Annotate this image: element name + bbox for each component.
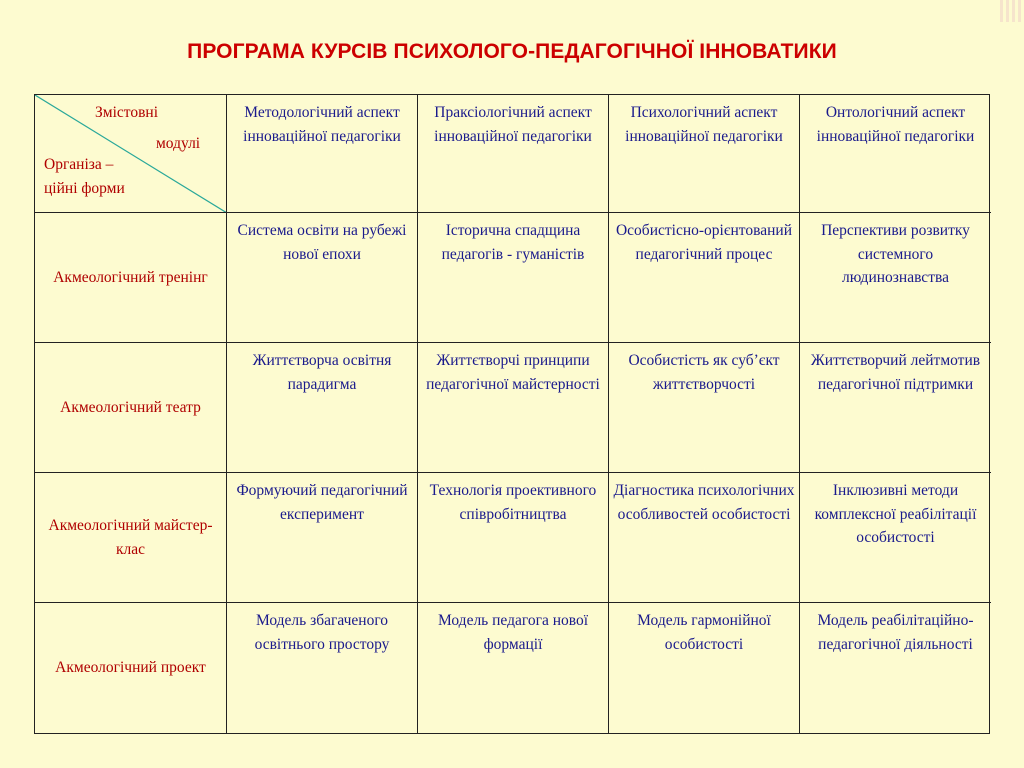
corner-label-forms-line1: Організа – xyxy=(44,156,114,173)
table-cell: Модель збагаченого освітнього простору xyxy=(227,603,418,733)
table-cell: Модель гармонійної особистості xyxy=(609,603,800,733)
column-header-ontological: Онтологічний аспект інноваційної педагогіки xyxy=(800,95,991,213)
table-cell: Історична спадщина педагогів - гуманістів xyxy=(418,213,609,343)
course-program-table xyxy=(34,94,990,734)
corner-label-modules: модулі xyxy=(156,135,201,152)
row-header-theatre: Акмеологічний театр xyxy=(35,343,227,473)
table-cell: Модель реабілітаційно-педагогічної діяльності xyxy=(817,612,974,653)
corner-label-forms xyxy=(44,153,125,200)
row-header-project: Акмеологічний проект xyxy=(35,603,227,733)
corner-label-forms-line2: ційні форми xyxy=(44,179,125,197)
table-cell: Діагностика психологічних особливостей особистості xyxy=(609,473,800,603)
corner-label-content: Змістовні xyxy=(95,104,158,121)
table-cell: Інклюзивні методи комплексної реабілітації особистості xyxy=(800,473,991,603)
page-title: ПРОГРАМА КУРСІВ ПСИХОЛОГО-ПЕДАГОГІЧНОЇ ІННОВАТИКИ xyxy=(187,40,837,63)
table-cell: Особистість як суб’єкт життєтворчості xyxy=(609,343,800,473)
row-header-training: Акмеологічний тренінг xyxy=(35,213,227,343)
row-header-master-class: Акмеологічний майстер-клас xyxy=(35,473,227,603)
table-cell: Перспективи розвитку системного людинознавства xyxy=(800,213,991,343)
table-cell: Формуючий педагогічний експеримент xyxy=(227,473,418,603)
decorative-corner-stripes xyxy=(1000,0,1024,22)
column-header-methodological: Методологічний аспект інноваційної педагогіки xyxy=(227,95,418,213)
table-cell: Технологія проективного співробітництва xyxy=(418,473,609,603)
table-cell: Особистісно-орієнтований педагогічний процес xyxy=(609,213,800,343)
column-header-psychological: Психологічний аспект інноваційної педагогіки xyxy=(609,95,800,213)
table-cell: Система освіти на рубежі нової епохи xyxy=(227,213,418,343)
table-cell: Життєтворчі принципи педагогічної майстерності xyxy=(418,343,609,473)
table-corner-cell xyxy=(35,95,227,213)
table-cell: Модель педагога нової формації xyxy=(418,603,609,733)
table-cell: Життєтворчий лейтмотив педагогічної підтримки xyxy=(800,343,991,473)
table-cell: Життєтворча освітня парадигма xyxy=(227,343,418,473)
column-header-praxiological: Праксіологічний аспект інноваційної педагогіки xyxy=(418,95,609,213)
